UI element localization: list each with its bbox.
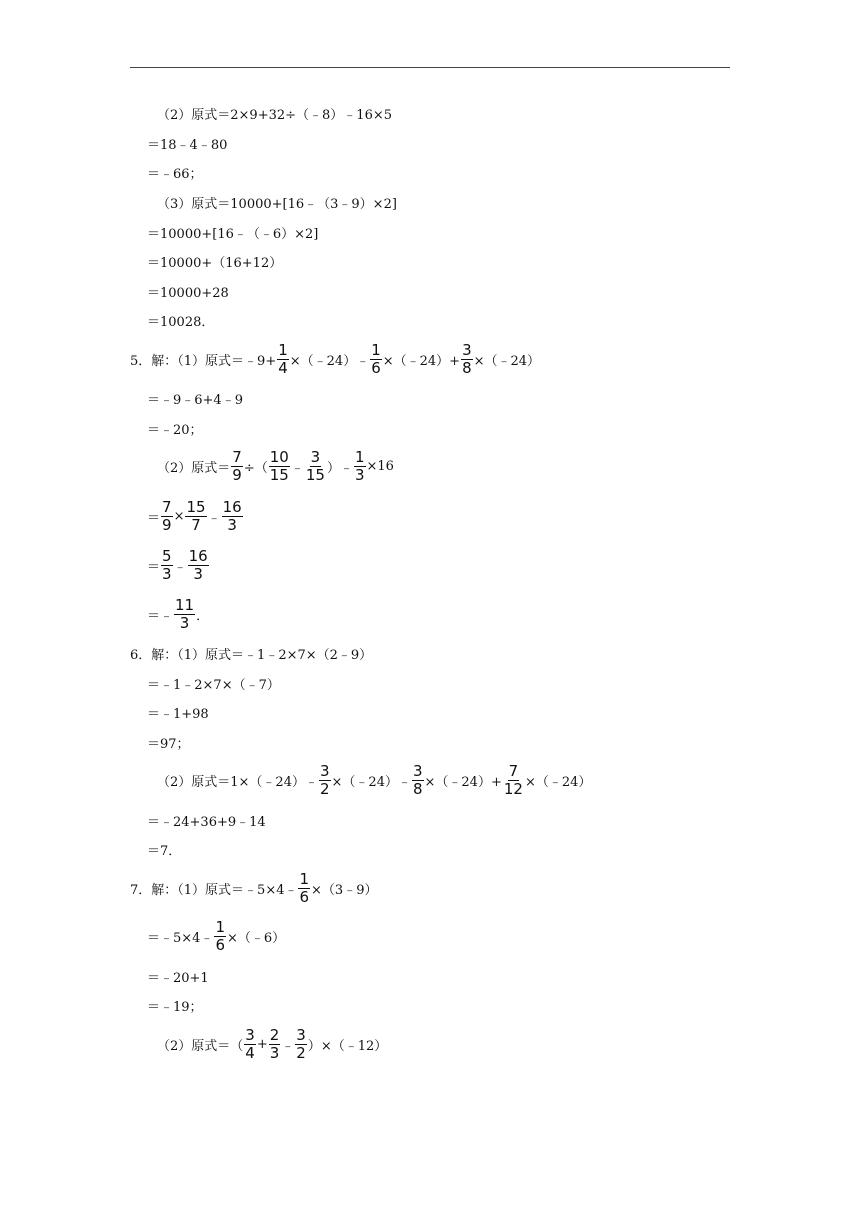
fraction-numerator: 3 bbox=[412, 761, 423, 780]
math-text: ＝﹣1+98 bbox=[147, 706, 209, 722]
fraction-denominator: 7 bbox=[191, 515, 201, 534]
fraction-numerator: 1 bbox=[215, 917, 225, 936]
fraction-numerator: 1 bbox=[354, 447, 365, 466]
math-text: ﹣ bbox=[290, 460, 304, 476]
math-text: + bbox=[256, 1036, 268, 1052]
math-text: ﹣ bbox=[207, 510, 221, 526]
fraction-numerator: 15 bbox=[186, 497, 206, 516]
fraction bbox=[269, 1027, 281, 1062]
fraction bbox=[412, 763, 424, 798]
fraction-denominator: 12 bbox=[503, 779, 523, 798]
math-text: ＝7． bbox=[147, 843, 182, 859]
math-line bbox=[147, 545, 210, 585]
math-line bbox=[147, 300, 214, 340]
fraction bbox=[354, 449, 366, 484]
math-text: ＝10000+（16+12） bbox=[147, 255, 283, 271]
math-text: ×16 bbox=[366, 458, 394, 474]
math-text: × bbox=[173, 508, 185, 524]
math-text: ＝97； bbox=[147, 736, 190, 752]
fraction-denominator: 2 bbox=[319, 779, 330, 798]
fraction bbox=[503, 763, 524, 798]
math-line bbox=[130, 868, 377, 908]
math-line bbox=[147, 722, 190, 762]
math-line bbox=[147, 985, 203, 1025]
fraction-denominator: 9 bbox=[232, 465, 242, 484]
fraction-denominator: 15 bbox=[269, 465, 289, 484]
math-text: ×（3﹣9） bbox=[311, 882, 378, 898]
math-text: ﹣ bbox=[281, 1038, 295, 1054]
math-line bbox=[157, 1024, 387, 1064]
fraction bbox=[370, 342, 382, 377]
fraction-denominator: 9 bbox=[162, 515, 172, 534]
math-text: ＝﹣24+36+9﹣14 bbox=[147, 814, 266, 830]
math-text: ）﹣ bbox=[326, 460, 353, 476]
header-rule bbox=[130, 67, 730, 68]
fraction-denominator: 3 bbox=[162, 564, 172, 583]
math-text: 5．解：（1）原式＝﹣9+ bbox=[130, 353, 277, 369]
math-text: （2）原式＝2×9+32÷（﹣8）﹣16×5 bbox=[157, 107, 393, 123]
fraction-numerator: 7 bbox=[232, 447, 242, 466]
fraction-denominator: 3 bbox=[227, 515, 237, 534]
math-text: ）×（﹣12） bbox=[307, 1038, 388, 1054]
math-text: ＝10000+[16﹣（﹣6）×2] bbox=[147, 226, 319, 242]
fraction-denominator: 3 bbox=[354, 465, 365, 484]
math-text: ＝ bbox=[147, 559, 161, 575]
fraction-denominator: 6 bbox=[299, 887, 310, 906]
math-line bbox=[147, 408, 203, 448]
fraction-numerator: 3 bbox=[310, 447, 321, 466]
math-text: （2）原式＝ bbox=[157, 460, 231, 476]
math-text: ＝﹣ bbox=[147, 608, 174, 624]
fraction-denominator: 8 bbox=[412, 779, 423, 798]
fraction-denominator: 15 bbox=[305, 465, 325, 484]
math-text: ＝﹣19； bbox=[147, 999, 203, 1015]
fraction bbox=[188, 548, 209, 583]
fraction-numerator: 1 bbox=[299, 869, 310, 888]
math-text: ＝﹣5×4﹣ bbox=[147, 930, 214, 946]
fraction-numerator: 2 bbox=[269, 1025, 280, 1044]
fraction-denominator: 6 bbox=[371, 358, 381, 377]
math-text: ÷（ bbox=[243, 460, 268, 476]
fraction bbox=[244, 1027, 256, 1062]
fraction-denominator: 3 bbox=[193, 564, 203, 583]
math-text: ﹣ bbox=[173, 559, 187, 575]
math-text: ＝﹣20+1 bbox=[147, 970, 209, 986]
math-text: ＝18﹣4﹣80 bbox=[147, 137, 228, 153]
math-line bbox=[147, 594, 209, 634]
fraction bbox=[174, 597, 195, 632]
fraction bbox=[295, 1027, 307, 1062]
fraction-numerator: 3 bbox=[462, 340, 472, 359]
fraction bbox=[222, 499, 243, 534]
fraction-denominator: 2 bbox=[296, 1043, 306, 1062]
math-text: ×（﹣24） bbox=[473, 353, 541, 369]
math-text: （2）原式＝1×（﹣24）﹣ bbox=[157, 774, 318, 790]
math-line bbox=[157, 446, 394, 486]
math-text: ＝10028． bbox=[147, 314, 215, 330]
math-text: （2）原式＝（ bbox=[157, 1038, 244, 1054]
math-text: ＝﹣9﹣6+4﹣9 bbox=[147, 392, 243, 408]
fraction-numerator: 1 bbox=[371, 340, 381, 359]
fraction-numerator: 11 bbox=[175, 595, 195, 614]
math-text: ×（﹣6） bbox=[226, 930, 286, 946]
fraction-numerator: 7 bbox=[508, 761, 519, 780]
math-text: ×（﹣24）+ bbox=[382, 353, 461, 369]
fraction-denominator: 3 bbox=[179, 613, 190, 632]
math-line bbox=[147, 916, 285, 956]
fraction-denominator: 4 bbox=[278, 358, 288, 377]
fraction bbox=[214, 919, 226, 954]
fraction bbox=[161, 548, 173, 583]
fraction bbox=[161, 499, 173, 534]
math-line bbox=[157, 760, 591, 800]
fraction-numerator: 3 bbox=[296, 1025, 306, 1044]
fraction bbox=[319, 763, 331, 798]
fraction bbox=[305, 449, 326, 484]
math-text: ． bbox=[196, 608, 210, 624]
math-text: ×（﹣24）﹣ bbox=[289, 353, 370, 369]
fraction-numerator: 3 bbox=[319, 761, 330, 780]
math-text: ＝ bbox=[147, 510, 161, 526]
math-text: ×（﹣24）+ bbox=[424, 774, 502, 790]
fraction bbox=[185, 499, 206, 534]
math-text: ＝﹣20； bbox=[147, 422, 203, 438]
fraction-numerator: 16 bbox=[222, 497, 242, 516]
fraction-numerator: 3 bbox=[245, 1025, 255, 1044]
fraction bbox=[298, 871, 310, 906]
fraction-denominator: 4 bbox=[245, 1043, 255, 1062]
fraction-denominator: 6 bbox=[215, 935, 225, 954]
fraction-numerator: 7 bbox=[162, 497, 172, 516]
fraction bbox=[269, 449, 290, 484]
fraction-denominator: 8 bbox=[462, 358, 472, 377]
math-text: ＝﹣1﹣2×7×（﹣7） bbox=[147, 677, 280, 693]
math-text: ×（﹣24） bbox=[524, 774, 592, 790]
fraction-numerator: 16 bbox=[188, 546, 208, 565]
fraction bbox=[231, 449, 243, 484]
math-line bbox=[147, 496, 244, 536]
fraction bbox=[461, 342, 473, 377]
math-text: （3）原式＝10000+[16﹣（3﹣9）×2] bbox=[157, 196, 397, 212]
math-text: 7．解：（1）原式＝﹣5×4﹣ bbox=[130, 882, 298, 898]
math-text: ＝10000+28 bbox=[147, 285, 229, 301]
fraction-numerator: 1 bbox=[278, 340, 288, 359]
math-line bbox=[147, 829, 181, 869]
fraction-numerator: 5 bbox=[162, 546, 172, 565]
fraction bbox=[277, 342, 289, 377]
fraction-denominator: 3 bbox=[269, 1043, 280, 1062]
math-text: 6．解：（1）原式＝﹣1﹣2×7×（2﹣9） bbox=[130, 647, 373, 663]
math-line bbox=[130, 339, 540, 379]
fraction-numerator: 10 bbox=[269, 447, 289, 466]
math-text: ＝﹣66； bbox=[147, 166, 203, 182]
math-text: ×（﹣24）﹣ bbox=[331, 774, 411, 790]
